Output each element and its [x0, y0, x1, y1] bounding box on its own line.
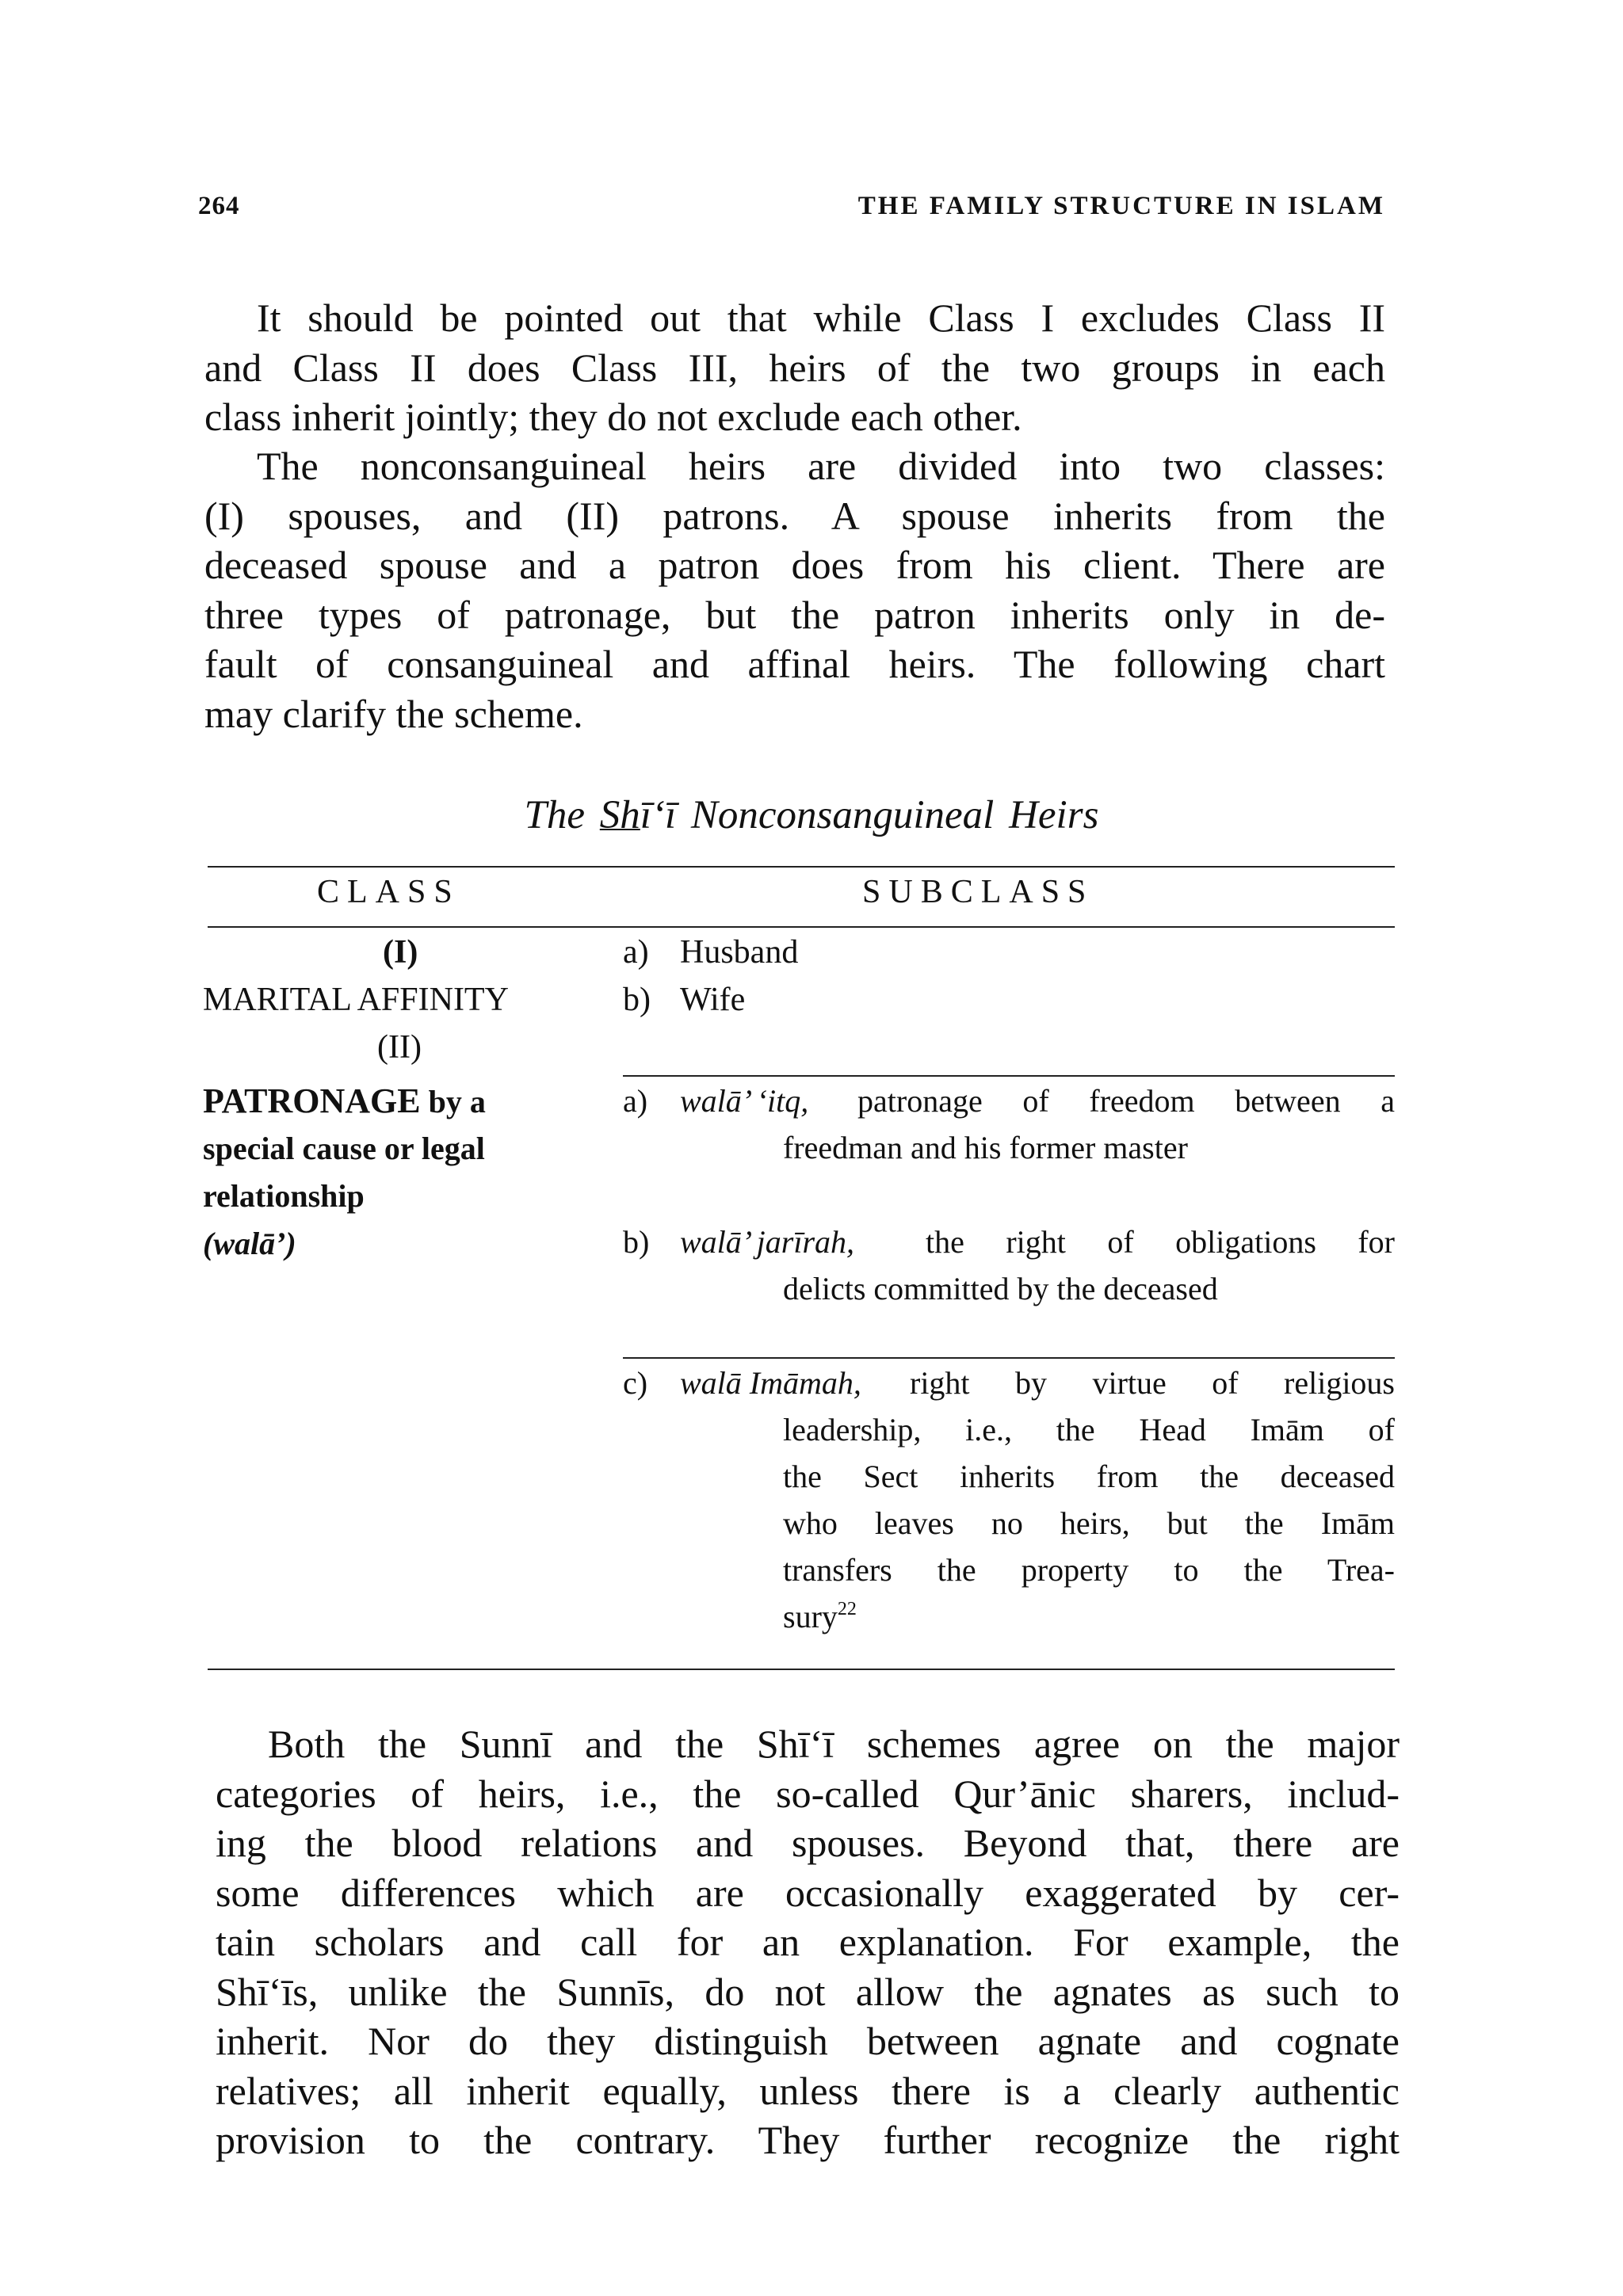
class-2-label-bold: PATRONAGE	[203, 1081, 421, 1120]
text-line: delicts committed by the deceased	[783, 1271, 1218, 1306]
subclass-marker: c)	[623, 1365, 648, 1401]
text-line: may clarify the scheme.	[204, 691, 583, 736]
column-header-class: CLASS	[317, 874, 460, 910]
text-line: It should be pointed out that while Class I excludes Class II	[257, 296, 1385, 340]
text-line: relatives; all inherit equally, unless there is a clearly authentic	[216, 2068, 1400, 2113]
subclass-rule	[623, 1075, 1395, 1077]
paragraph-sunni-shii	[216, 1719, 1400, 2165]
subclass-marker: b)	[623, 1224, 650, 1260]
text-line: provision to the contrary. They further recognize the right	[216, 2118, 1400, 2162]
class-1-label: MARITAL AFFINITY	[203, 982, 509, 1018]
text-line: three types of patronage, but the patron inherits only in de-	[204, 592, 1385, 637]
text-line: leadership, i.e., the Head Imām of	[783, 1412, 1395, 1447]
subclass-b-term: walā’ jarīrah,	[680, 1224, 855, 1260]
text-line: patronage of freedom between a	[857, 1083, 1395, 1119]
subclass-a-text-cont	[783, 1124, 1395, 1171]
text-line: ing the blood relations and spouses. Beyond that, there are	[216, 1821, 1400, 1865]
class-2-label-line: (walā’)	[203, 1226, 296, 1261]
chart-title-suffix: ī‘ī Nonconsanguineal Heirs	[640, 793, 1099, 837]
subclass-b-text	[926, 1219, 1395, 1265]
subclass-a-term: walā’ ‘itq,	[680, 1083, 809, 1119]
text-line: some differences which are occasionally exaggerated by cer-	[216, 1870, 1400, 1915]
text-line: the right of obligations for	[926, 1224, 1395, 1260]
text-line: deceased spouse and a patron does from his client. There are	[204, 543, 1385, 587]
subclass-c-text	[910, 1360, 1395, 1406]
subclass-rule	[623, 1357, 1395, 1359]
text-line: who leaves no heirs, but the Imām	[783, 1505, 1395, 1541]
subclass-a-text	[857, 1077, 1395, 1124]
text-line: and Class II does Class III, heirs of the two groups in each	[204, 345, 1385, 390]
subclass-husband: Husband	[680, 934, 799, 971]
text-line: Both the Sunnī and the Shī‘ī schemes agree on the major	[268, 1722, 1400, 1766]
table-bottom-rule	[208, 1669, 1395, 1670]
text-line: tain scholars and call for an explanation. For example, the	[216, 1920, 1400, 1964]
subclass-b-text-cont	[783, 1265, 1395, 1312]
column-header-subclass: SUBCLASS	[862, 874, 1094, 910]
text-line: (I) spouses, and (II) patrons. A spouse inherits from the	[204, 493, 1385, 538]
paragraph-nonconsanguineal	[204, 441, 1385, 738]
chart-title-prefix: The	[524, 793, 600, 837]
paragraph-intro	[204, 293, 1385, 442]
table-header-rule	[208, 926, 1395, 928]
class-2-label-line	[203, 1077, 486, 1126]
text-line: freedman and his former master	[783, 1130, 1188, 1165]
text-line: right by virtue of religious	[910, 1365, 1395, 1401]
class-2-label-rest: by a	[420, 1084, 486, 1119]
class-2-label-line: special cause or legal	[203, 1131, 485, 1166]
text-line: categories of heirs, i.e., the so-called Qur’ānic sharers, includ-	[216, 1771, 1400, 1816]
text-line: inherit. Nor do they distinguish between agnate and cognate	[216, 2019, 1400, 2063]
text-line: the Sect inherits from the deceased	[783, 1459, 1395, 1494]
chart-title	[0, 792, 1623, 838]
subclass-c-text-cont	[783, 1406, 1395, 1640]
subclass-marker: a)	[623, 934, 649, 971]
class-2-label-line: relationship	[203, 1178, 365, 1214]
page-number: 264	[198, 192, 240, 220]
running-head: THE FAMILY STRUCTURE IN ISLAM	[857, 192, 1385, 220]
text-line: class inherit jointly; they do not exclude each other.	[204, 395, 1022, 439]
subclass-c-term: walā Imāmah,	[680, 1365, 861, 1401]
footnote-marker: 22	[837, 1599, 857, 1619]
text-line: fault of consanguineal and affinal heirs. The following chart	[204, 642, 1385, 686]
text-line	[783, 1593, 1395, 1640]
text-fragment: sury	[783, 1599, 838, 1634]
chart-title-underlined: Sh	[599, 793, 640, 837]
table-top-rule	[208, 866, 1395, 868]
class-1-numeral: (I)	[383, 934, 418, 971]
text-line: transfers the property to the Trea-	[783, 1552, 1395, 1588]
subclass-marker: b)	[623, 982, 651, 1018]
text-line: The nonconsanguineal heirs are divided into two classes:	[257, 444, 1385, 488]
class-2-numeral: (II)	[377, 1029, 422, 1066]
text-line: Shī‘īs, unlike the Sunnīs, do not allow the agnates as such to	[216, 1969, 1400, 2014]
subclass-wife: Wife	[680, 982, 746, 1018]
subclass-marker: a)	[623, 1083, 648, 1119]
